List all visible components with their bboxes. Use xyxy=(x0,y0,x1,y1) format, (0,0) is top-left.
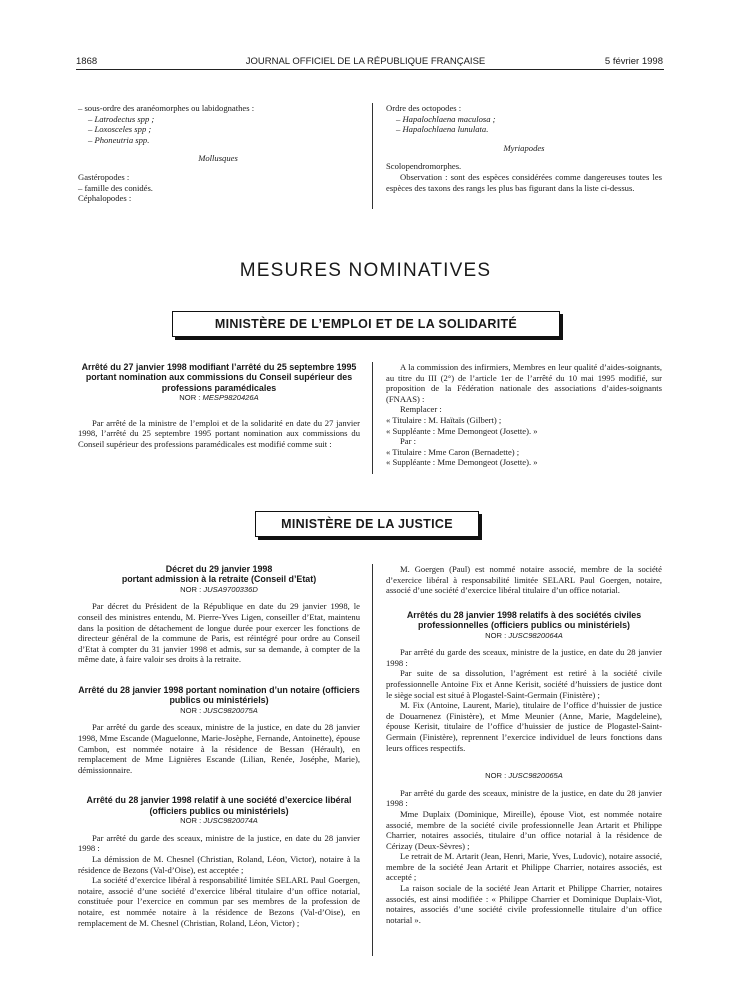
paragraph: La raison sociale de la société Jean Artarit et Philippe Charrier, notaires associés, est ainsi modifiée : « Philippe Charrier et Dominique Duplaix-Viot, notaires, associés d’une société civile professionnelle titulaire d’un office notarial ». xyxy=(386,883,662,925)
nor-reference: NOR : JUSC9820075A xyxy=(180,705,258,715)
justice-left-column xyxy=(78,564,360,928)
text-line: – Loxosceles spp ; xyxy=(88,124,152,135)
column-divider xyxy=(372,103,373,209)
text-line: – famille des conidés. xyxy=(78,182,153,193)
text-line: « Titulaire : M. Haïtaïs (Gilbert) ; xyxy=(386,414,502,425)
text-line: – Latrodectus spp ; xyxy=(88,113,155,124)
text-line: – Phoneutria spp. xyxy=(88,134,150,145)
paragraph: M. Goergen (Paul) est nommé notaire associé, membre de la société d’exercice libéral à responsabilité limitée SELARL Paul Goergen, notaire, associé d’une société d’exercice libéral titulaire d’un office notarial. xyxy=(386,564,662,596)
arrete-title: Arrêté du 28 janvier 1998 portant nomination d’un notaire (officiers publics ou ministériels) xyxy=(78,684,360,706)
nor-reference: NOR : JUSC9820074A xyxy=(180,816,258,826)
paragraph: Par suite de sa dissolution, l’agrément est retiré à la société civile professionnelle Antoine Fix et Anne Kerisit, société d’huissiers de justice dont le siège social est situé à Plogastel-Saint-Germain (Finistère) ; xyxy=(386,668,662,700)
section-title: MESURES NOMINATIVES xyxy=(239,260,492,281)
paragraph: Par arrêté du garde des sceaux, ministre de la justice, en date du 28 janvier 1998 : xyxy=(78,832,360,854)
paragraph: Mme Duplaix (Dominique, Mireille), épouse Viot, est nommée notaire associé, membre de la société civile professionnelle Jean Artarit et Philippe Charrier, notaires associés, titulaire d’un office notarial à la résidence de Cérizay (Deux-Sèvres) ; xyxy=(386,808,662,851)
section-heading: Myriapodes xyxy=(503,142,545,153)
species-list-right xyxy=(386,103,662,193)
decret-title: Décret du 29 janvier 1998 xyxy=(165,564,273,574)
justice-right-column xyxy=(386,564,662,925)
text-line: Ordre des octopodes : xyxy=(386,103,462,113)
arrete-title: Arrêtés du 28 janvier 1998 relatifs à des sociétés civiles professionnelles (officiers publics ou ministériels) xyxy=(406,609,642,631)
paragraph: Par arrêté de la ministre de l’emploi et de la solidarité en date du 27 janvier 1998, l’arrêté du 25 septembre 1995 portant nomination aux commissions du Conseil supérieur des professions paramédicales est modifié comme suit : xyxy=(78,417,360,449)
journal-title: JOURNAL OFFICIEL DE LA RÉPUBLIQUE FRANÇAISE xyxy=(245,56,486,67)
ministry-box-justice: MINISTÈRE DE LA JUSTICE xyxy=(255,511,479,537)
observation-text: Observation : sont des espèces considérées comme dangereuses toutes les espèces des taxons des rangs les plus bas figurant dans la liste ci-dessus. xyxy=(386,171,662,193)
text-line: « Suppléante : Mme Demongeot (Josette). » xyxy=(386,457,538,468)
species-list-left xyxy=(78,103,358,204)
nor-reference: NOR : MESP9820426A xyxy=(179,393,259,403)
column-divider xyxy=(372,564,373,956)
nor-reference: NOR : JUSC9820065A xyxy=(485,771,563,781)
text-line: « Titulaire : Mme Caron (Bernadette) ; xyxy=(386,446,520,457)
paragraph: Le retrait de M. Artarit (Jean, Henri, Marie, Yves, Ludovic), notaire associé, membre de la société Jean Artarit et Philippe Charrier, notaires associés, est accepté ; xyxy=(386,851,662,883)
column-divider xyxy=(372,362,373,474)
paragraph: A la commission des infirmiers, Membres en leur qualité d’aides-soignants, au titre du III (2°) de l’article 1er de l’arrêté du 10 mai 1995 modifié, sur proposition de la Fédération nationale des associations d’aides-soignants (FNAAS) : xyxy=(386,362,662,404)
text-line: Scolopendromorphes. xyxy=(386,161,462,172)
paragraph: Par décret du Président de la République en date du 29 janvier 1998, le conseil des ministres entendu, M. Pierre-Yves Ligen, conseiller d’Etat, maintenu dans la position de détachement de longue durée pour exercer les fonctions de directeur général de la commune de Paris, est réintégré pour ordre au Conseil d’Etat à compter du 31 janvier 1998 et admis, sur sa demande, à compter de la même date, à faire valoir ses droits à la retraite. xyxy=(78,601,360,665)
text-line: Gastéropodes : xyxy=(78,171,130,182)
text-line: Par : xyxy=(400,436,416,447)
text-line: – sous-ordre des aranéomorphes ou labidognathes : xyxy=(78,103,255,113)
emploi-left-column xyxy=(78,362,360,450)
paragraph: La démission de M. Chesnel (Christian, Roland, Léon, Victor), notaire à la résidence de Bezons (Val-d’Oise), est acceptée ; xyxy=(78,853,360,875)
nor-reference: NOR : JUSC9820064A xyxy=(485,630,563,640)
arrete-title: Arrêté du 27 janvier 1998 modifiant l’arrêté du 25 septembre 1995 portant nomination aux commissions du Conseil supérieur des professions paramédicales xyxy=(81,362,357,393)
text-line: – Hapalochlaena maculosa ; xyxy=(396,113,496,124)
nor-reference: NOR : JUSA9700336D xyxy=(180,584,258,594)
paragraph: La société d’exercice libéral à responsabilité limitée SELARL Paul Goergen, notaire, associé d’une société d’exercice libéral titulaire d’un office notarial, constituée pour l’exercice en commun par ses membres de la profession de notaire, est nommée notaire à la résidence de Bezons (Val-d’Oise), en remplacement de M. Chesnel (Christian, Roland, Léon, Victor) ; xyxy=(78,875,360,928)
text-line: – Hapalochlaena lunulata. xyxy=(396,124,489,135)
paragraph: Par arrêté du garde des sceaux, ministre de la justice, en date du 28 janvier 1998, Mme Escande (Maguelonne, Marie-Josèphe, Fernande, Antoinette), épouse Cambon, est nommée notaire à la résidence de Bessan (Hérault), en remplacement de Mme Lignières Escande (Lilian, Renée, Joséphe, Marie), démissionnaire. xyxy=(78,722,360,775)
text-line: Remplacer : xyxy=(400,404,442,415)
header-rule xyxy=(76,69,664,70)
decret-subtitle: portant admission à la retraite (Conseil d’Etat) xyxy=(121,574,317,585)
ministry-box-emploi: MINISTÈRE DE L’EMPLOI ET DE LA SOLIDARITÉ xyxy=(172,311,560,337)
issue-date: 5 février 1998 xyxy=(604,56,663,67)
page-number: 1868 xyxy=(76,56,98,67)
paragraph: Par arrêté du garde des sceaux, ministre de la justice, en date du 28 janvier 1998 : xyxy=(386,647,662,668)
text-line: « Suppléante : Mme Demongeot (Josette). » xyxy=(386,425,538,436)
paragraph: M. Fix (Antoine, Laurent, Marie), titulaire de l’office d’huissier de justice de Douarnenez (Finistère), et Mme Meunier (Anne, Marie, Magdeleine), épouse Kerisit, titulaire de l’office d’huissier de justice de Plogastel-Saint-Germain (Finistère), reprennent l’exercice individuel de leurs fonctions dans leurs offices respectifs. xyxy=(386,700,662,753)
text-line: Céphalopodes : xyxy=(78,193,132,204)
emploi-right-column xyxy=(386,362,662,468)
section-heading: Mollusques xyxy=(198,153,238,164)
arrete-title: Arrêté du 28 janvier 1998 relatif à une société d’exercice libéral (officiers publics ou ministériels) xyxy=(86,795,352,816)
paragraph: Par arrêté du garde des sceaux, ministre de la justice, en date du 28 janvier 1998 : xyxy=(386,787,662,809)
